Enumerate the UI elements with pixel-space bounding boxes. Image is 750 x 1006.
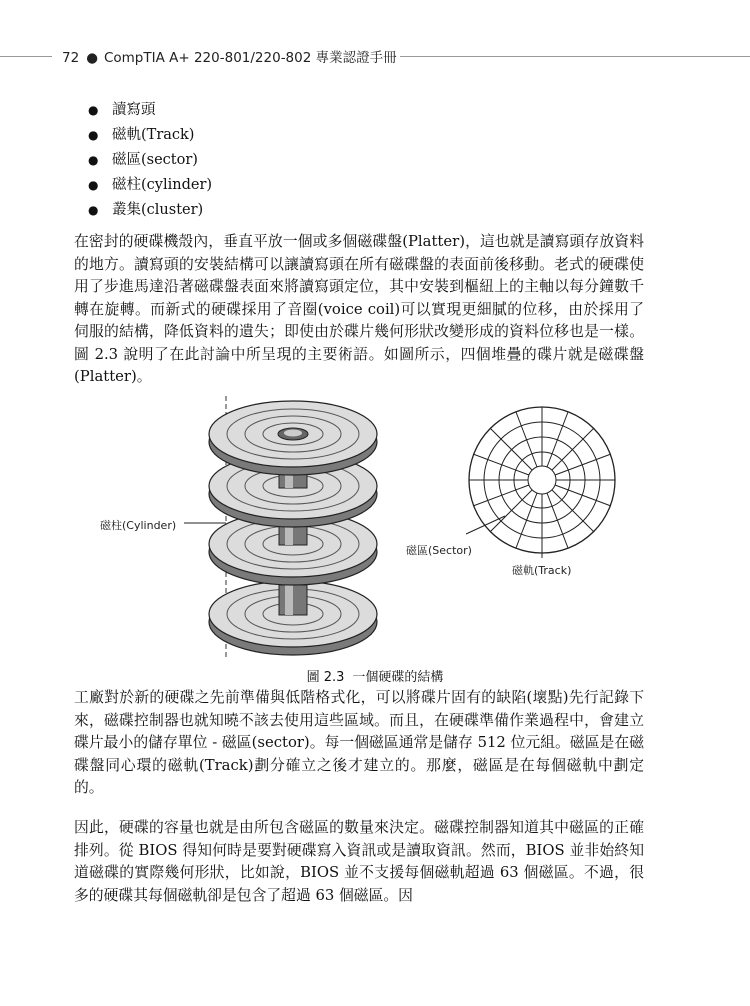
list-item bbox=[88, 198, 212, 223]
paragraph-capacity: 因此，硬碟的容量也就是由所包含磁區的數量來決定。磁碟控制器知道其中磁區的正確排列。從 BIOS 得知何時是要對硬碟寫入資訊或是讀取資訊。然而，BIOS 並非始終知道磁碟的實際幾何形狀，比如說，BIOS 並不支援每個磁軌超過 63 個磁區。不過，很多的硬碟其每個磁軌卻是包含了超過 63 個磁區。因 bbox=[74, 819, 644, 904]
platter-top-view bbox=[469, 407, 615, 553]
header-rule-left bbox=[0, 56, 52, 57]
sector-label: 磁區(Sector) bbox=[406, 544, 472, 557]
bullet-icon: ● bbox=[88, 103, 99, 117]
list-item bbox=[88, 148, 212, 173]
hard-drive-figure bbox=[80, 392, 640, 682]
list-item-text: 磁柱(cylinder) bbox=[112, 177, 213, 193]
page-number: 72 bbox=[62, 50, 80, 66]
paragraph-sector: 工廠對於新的硬碟之先前準備與低階格式化，可以將碟片固有的缺陷(壞點)先行記錄下來，磁碟控制器也就知曉不該去使用這些區域。而且，在硬碟準備作業過程中，會建立碟片最小的儲存單位 - 磁區(sector)。每一個磁區通常是儲存 512 位元組。磁區是在磁碟盤同心環的磁軌(Track)劃分確立之後才建立的。那麼，磁區是在每個磁軌中劃定的。 bbox=[74, 689, 644, 796]
book-title: CompTIA A+ 220-801/220-802 專業認證手冊 bbox=[103, 50, 397, 66]
list-item-text: 磁區(sector) bbox=[112, 152, 198, 168]
hard-drive-diagram bbox=[80, 392, 640, 682]
list-item-text: 叢集(cluster) bbox=[112, 202, 204, 218]
running-header bbox=[0, 42, 750, 72]
list-item-text: 磁軌(Track) bbox=[112, 127, 195, 143]
header-bullet: ● bbox=[86, 50, 98, 66]
paragraph-platter: 在密封的硬碟機殼內，垂直平放一個或多個磁碟盤(Platter)，這也就是讀寫頭存放資料的地方。讀寫頭的安裝結構可以讓讀寫頭在所有磁碟盤的表面前後移動。老式的硬碟使用了步進馬達沿著磁碟盤表面來將讀寫頭定位，其中安裝到樞紐上的主軸以每分鐘數千轉在旋轉。而新式的硬碟採用了音圈(voice coil)可以實現更細膩的位移，由於採用了伺服的結構，降低資料的遺失；即使由於碟片幾何形狀改變形成的資料位移也是一樣。圖 2.3 說明了在此討論中所呈現的主要術語。如圖所示，四個堆疊的碟片就是磁碟盤(Platter)。 bbox=[74, 233, 644, 385]
bullet-icon: ● bbox=[88, 153, 99, 167]
bullet-icon: ● bbox=[88, 203, 99, 217]
bullet-icon: ● bbox=[88, 178, 99, 192]
cylinder-label: 磁柱(Cylinder) bbox=[100, 519, 177, 532]
bullet-icon: ● bbox=[88, 128, 99, 142]
figure-caption-number: 圖 2.3 bbox=[306, 670, 345, 685]
list-item bbox=[88, 98, 212, 123]
platter-1 bbox=[209, 401, 377, 475]
spindle-highlight-3 bbox=[285, 585, 293, 615]
sector-leader-line bbox=[466, 516, 505, 534]
track-label: 磁軌(Track) bbox=[512, 564, 572, 577]
figure-caption-text: 一個硬碟的結構 bbox=[352, 670, 444, 685]
header-rule-right bbox=[400, 56, 750, 57]
list-item bbox=[88, 123, 212, 148]
header-text bbox=[62, 46, 397, 66]
figure-caption bbox=[0, 666, 750, 685]
term-list bbox=[88, 98, 212, 223]
list-item-text: 讀寫頭 bbox=[112, 102, 156, 118]
list-item bbox=[88, 173, 212, 198]
